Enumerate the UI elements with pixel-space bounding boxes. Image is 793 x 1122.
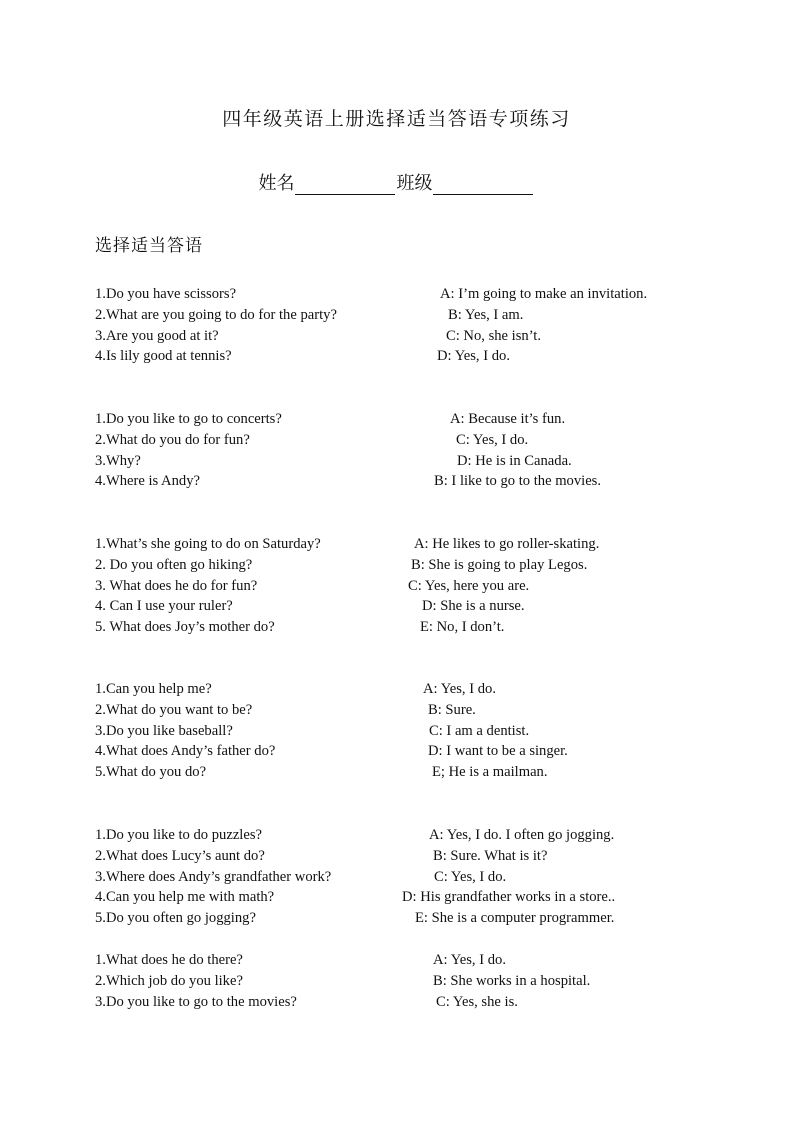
answer-option: C: I am a dentist.: [429, 722, 530, 739]
question: 3.Why?: [95, 452, 141, 469]
name-label: 姓名: [258, 173, 295, 193]
answer-option: A: Yes, I do.: [423, 681, 496, 697]
answer-option: D: Yes, I do.: [437, 348, 510, 365]
question: 1.Can you help me?: [95, 681, 212, 697]
answer-option: D: His grandfather works in a store..: [402, 889, 616, 906]
answer-option: B: She is going to play Legos.: [411, 556, 588, 573]
exercise-row: [0, 721, 793, 742]
answer-option: A: Because it’s fun.: [450, 411, 566, 427]
exercise-row: [0, 534, 793, 555]
answer-option: A: Yes, I do.: [433, 952, 506, 968]
question: 3.Are you good at it?: [95, 327, 219, 344]
exercise-group-1: [0, 284, 793, 367]
class-blank[interactable]: [433, 174, 533, 195]
question: 5. What does Joy’s mother do?: [95, 619, 275, 636]
exercise-row: [0, 576, 793, 597]
answer-option: C: Yes, here you are.: [408, 577, 530, 594]
name-class-row: [0, 169, 793, 195]
question: 3.Do you like to go to the movies?: [95, 993, 297, 1010]
name-blank[interactable]: [295, 174, 395, 195]
exercise-group-4: [0, 679, 793, 783]
answer-option: C: Yes, I do.: [456, 431, 529, 448]
exercise-row: [0, 887, 793, 908]
answer-option: D: I want to be a singer.: [428, 743, 568, 760]
question: 5.What do you do?: [95, 764, 207, 781]
exercise-row: [0, 762, 793, 783]
question: 2. Do you often go hiking?: [95, 556, 253, 573]
answer-option: A: He likes to go roller-skating.: [414, 536, 600, 552]
exercise-row: [0, 741, 793, 762]
question: 3.Do you like baseball?: [95, 722, 233, 739]
question: 4.Where is Andy?: [95, 473, 200, 490]
question: 2.What does Lucy’s aunt do?: [95, 847, 265, 864]
question: 1.Do you like to go to concerts?: [95, 411, 282, 427]
exercise-row: [0, 908, 793, 929]
exercise-row: [0, 596, 793, 617]
exercise-row: [0, 825, 793, 846]
exercise-row: [0, 846, 793, 867]
question: 1.What does he do there?: [95, 952, 243, 968]
exercise-row: [0, 555, 793, 576]
exercise-row: [0, 679, 793, 700]
answer-option: B: Sure.: [428, 701, 476, 718]
exercise-row: [0, 430, 793, 451]
exercise-row: [0, 617, 793, 638]
class-label: 班级: [396, 173, 433, 193]
exercise-row: [0, 992, 793, 1013]
question: 2.What are you going to do for the party?: [95, 306, 337, 323]
answer-option: B: Yes, I am.: [448, 306, 524, 323]
answer-option: D: He is in Canada.: [457, 452, 572, 469]
exercise-row: [0, 305, 793, 326]
answer-option: E: She is a computer programmer.: [415, 910, 615, 927]
answer-option: A: I’m going to make an invitation.: [440, 286, 648, 302]
answer-option: A: Yes, I do. I often go jogging.: [429, 827, 615, 843]
exercise-group-2: [0, 409, 793, 492]
answer-option: B: Sure. What is it?: [433, 847, 548, 864]
exercise-row: [0, 451, 793, 472]
question: 2.What do you want to be?: [95, 701, 253, 718]
question: 2.Which job do you like?: [95, 972, 243, 989]
question: 4.Can you help me with math?: [95, 889, 275, 906]
question: 2.What do you do for fun?: [95, 431, 250, 448]
exercise-group-6: [0, 950, 793, 1012]
question: 3.Where does Andy’s grandfather work?: [95, 868, 332, 885]
exercise-group-3: [0, 534, 793, 638]
answer-option: E; He is a mailman.: [432, 764, 548, 781]
question: 4. Can I use your ruler?: [95, 598, 233, 615]
exercise-row: [0, 409, 793, 430]
exercise-row: [0, 700, 793, 721]
exercise-row: [0, 950, 793, 971]
question: 4.What does Andy’s father do?: [95, 743, 276, 760]
question: 3. What does he do for fun?: [95, 577, 258, 594]
exercise-row: [0, 971, 793, 992]
exercise-row: [0, 284, 793, 305]
exercise-group-5: [0, 825, 793, 929]
question: 1.Do you have scissors?: [95, 286, 237, 302]
answer-option: E: No, I don’t.: [420, 619, 505, 636]
question: 4.Is lily good at tennis?: [95, 348, 232, 365]
question: 1.What’s she going to do on Saturday?: [95, 536, 321, 552]
answer-option: D: She is a nurse.: [422, 598, 525, 615]
exercise-row: [0, 346, 793, 367]
page-title: 四年级英语上册选择适当答语专项练习: [222, 109, 571, 130]
answer-option: B: I like to go to the movies.: [434, 473, 602, 490]
question: 5.Do you often go jogging?: [95, 910, 256, 927]
answer-option: B: She works in a hospital.: [433, 972, 591, 989]
exercise-row: [0, 471, 793, 492]
exercise-row: [0, 867, 793, 888]
answer-option: C: Yes, she is.: [436, 993, 518, 1010]
question: 1.Do you like to do puzzles?: [95, 827, 262, 843]
answer-option: C: No, she isn’t.: [446, 327, 542, 344]
section-heading: 选择适当答语: [95, 236, 203, 255]
exercise-row: [0, 326, 793, 347]
answer-option: C: Yes, I do.: [434, 868, 507, 885]
